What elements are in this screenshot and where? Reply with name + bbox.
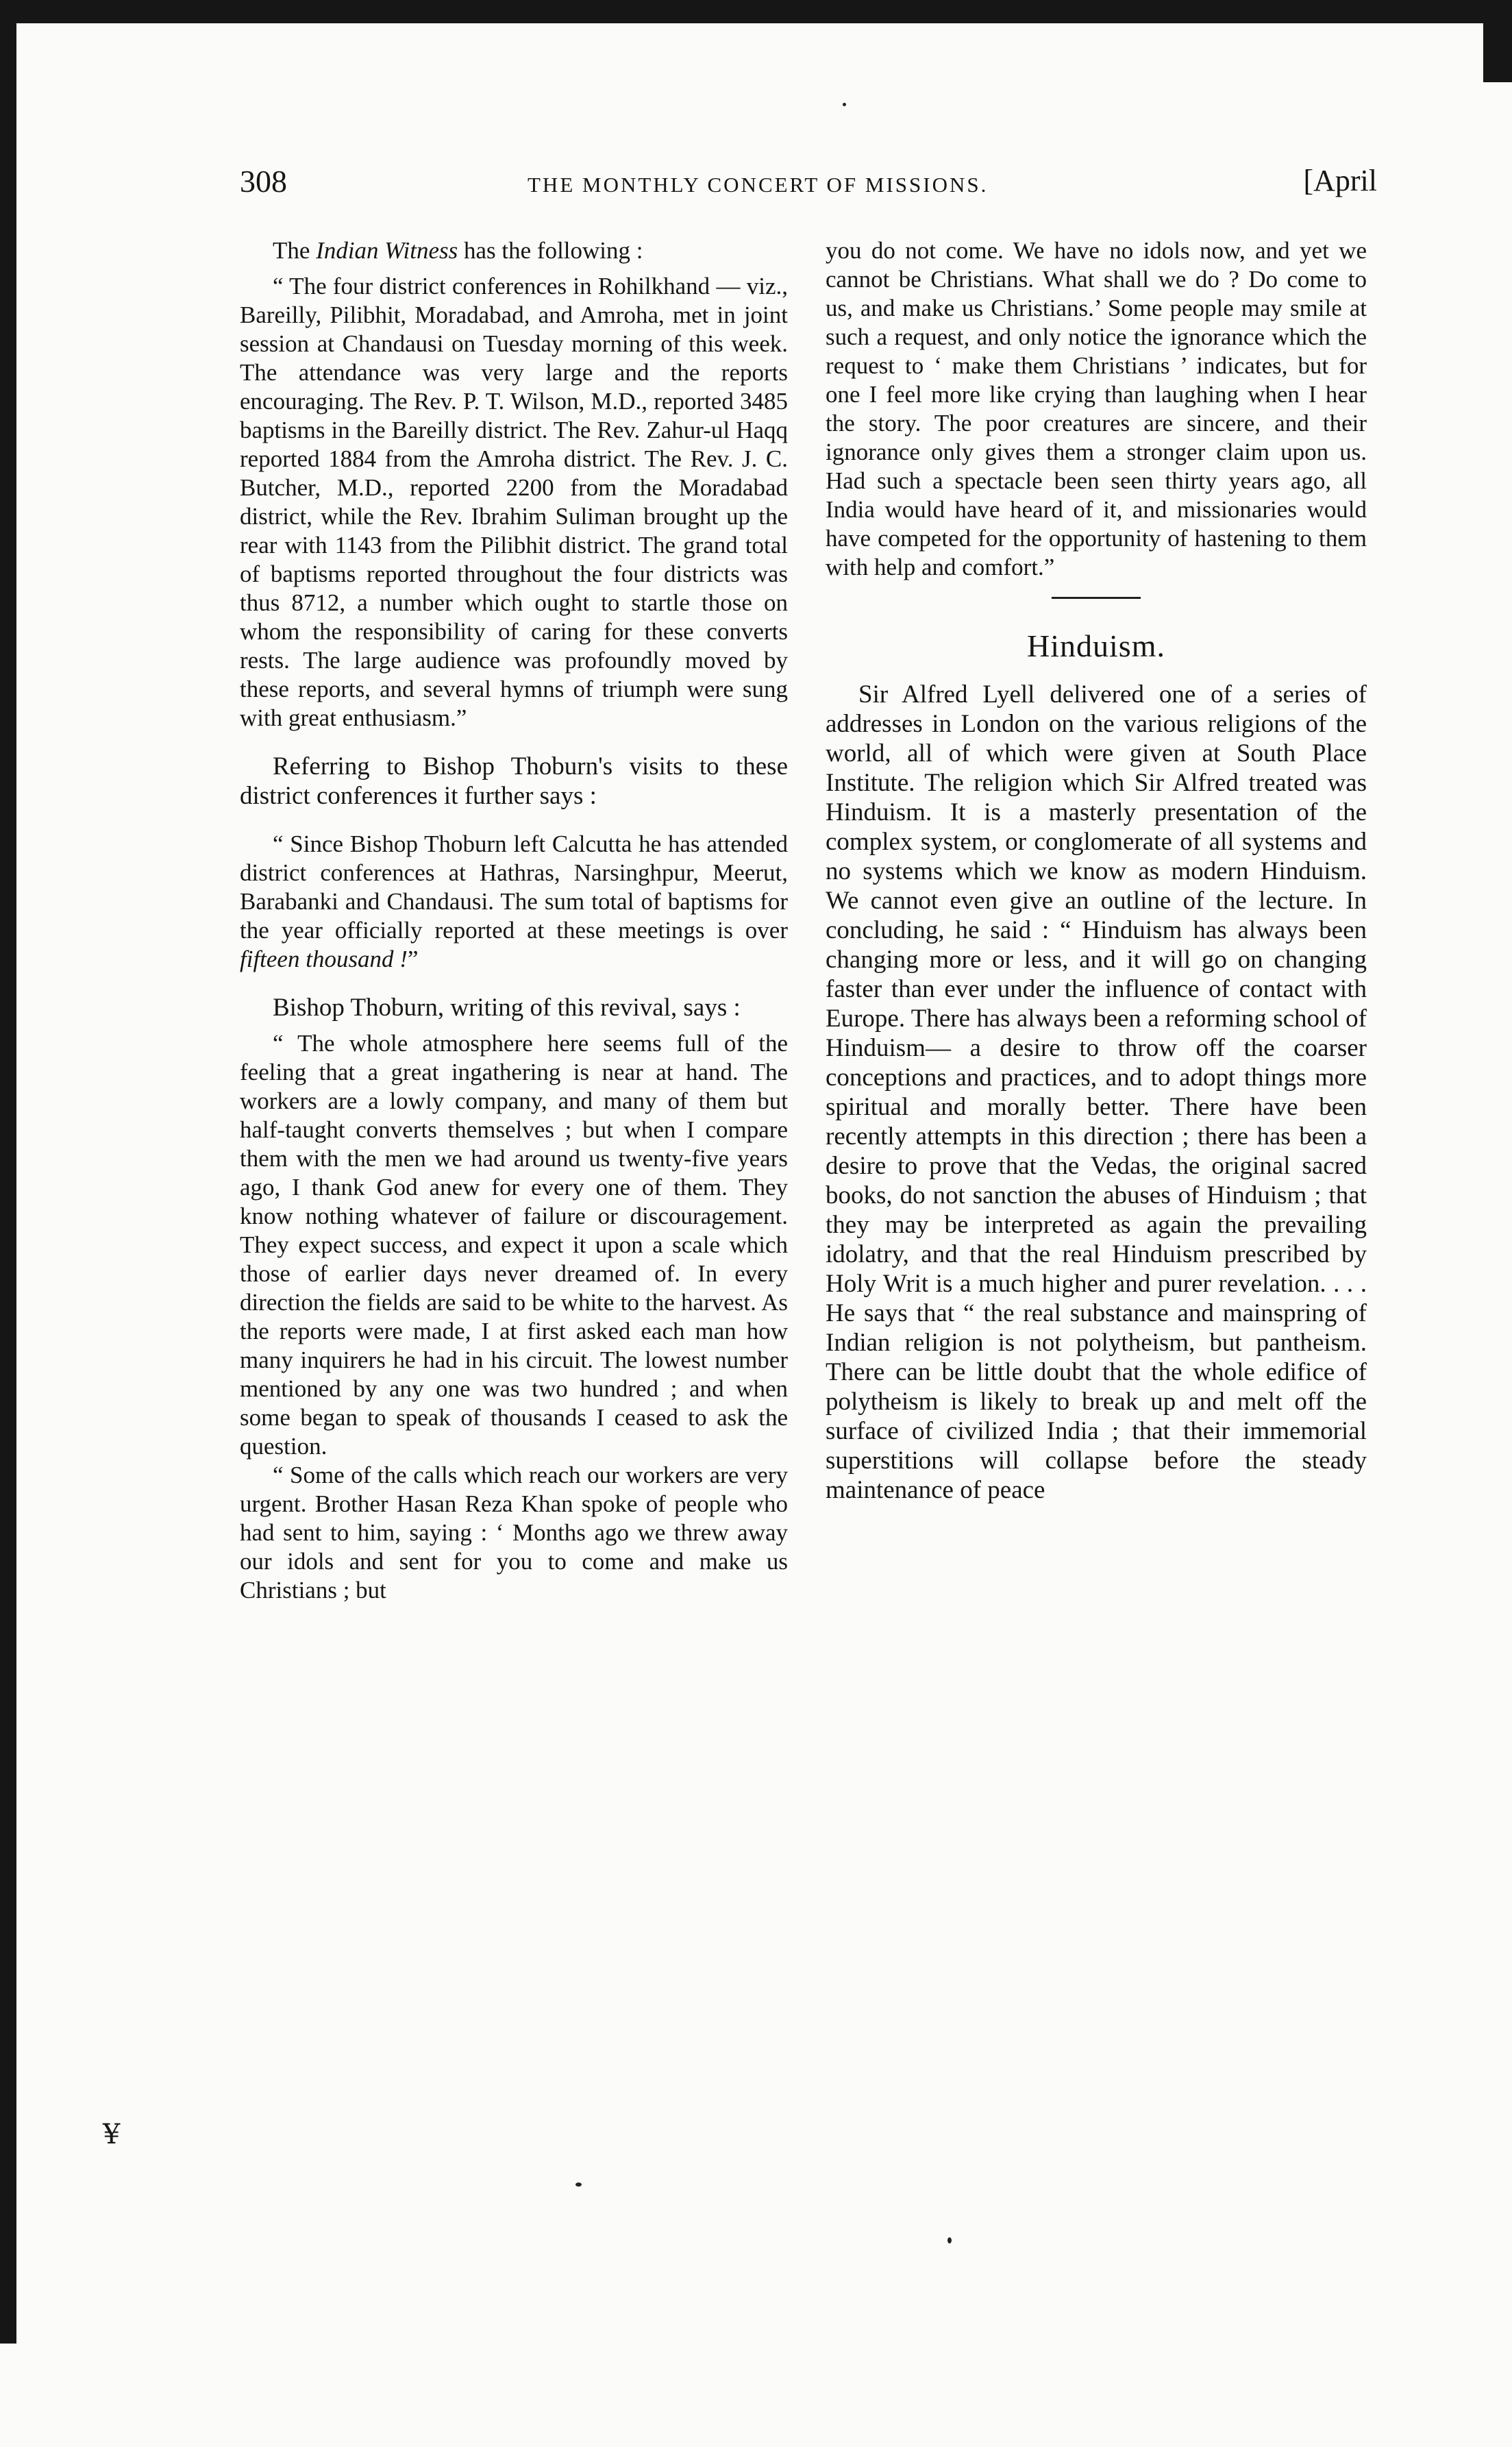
paragraph-thoburn-visits: Referring to Bishop Thoburn's visits to these district conferences it further says :	[240, 752, 788, 810]
scan-top-border	[0, 0, 1512, 23]
intro-paragraph: The Indian Witness has the following :	[273, 237, 643, 264]
section-divider	[1052, 597, 1141, 599]
scan-left-border	[0, 0, 16, 2447]
header-month: [April	[1303, 164, 1377, 197]
page-header	[226, 163, 1377, 211]
section-title: Hinduism.	[1027, 628, 1165, 663]
running-head: THE MONTHLY CONCERT OF MISSIONS.	[528, 173, 989, 197]
quote-calls-start: “ Some of the calls which reach our workers are very urgent. Brother Hasan Reza Khan spoke of people who had sent to him, saying : ‘ Months ago we threw away our idols and sent for you to come and make us Christians ; but	[240, 1462, 788, 1603]
publication-title: Indian Witness	[316, 237, 458, 264]
right-column	[826, 236, 1367, 1505]
scan-corner-mark	[1483, 0, 1512, 82]
page-number: 308	[240, 164, 287, 199]
paragraph-thoburn-writing: Bishop Thoburn, writing of this revival, says :	[273, 994, 741, 1022]
quote-atmosphere: “ The whole atmosphere here seems full of the feeling that a great ingathering is near at hand. The workers are a lowly company, and many of them but half-taught converts themselves ; but when I compare them with the men we had around us twenty-five years ago, I thank God anew for every one of them. They know nothing whatever of failure or discouragement. They expect success, and expect it upon a scale which those of earlier days never dreamed of. In every direction the fields are said to be white to the harvest. As the reports were made, I at first asked each man how many inquirers he had in his circuit. The lowest number mentioned by any one was two hundred ; and when some began to speak of thousands I ceased to ask the question.	[240, 1030, 788, 1460]
quote-thoburn-calcutta: “ Since Bishop Thoburn left Calcutta he has attended district conferences at Hathras, Narsinghpur, Meerut, Barabanki and Chandausi. The sum total of baptisms for the year officially reported at these meetings is over fifteen thousand !”	[240, 831, 788, 972]
ink-speck	[843, 103, 846, 106]
margin-mark: ¥	[103, 2119, 121, 2150]
scan-left-border-gap	[0, 2344, 16, 2447]
ink-speck	[575, 2182, 582, 2187]
quote-calls-continued: you do not come. We have no idols now, and yet we cannot be Christians. What shall we do ? Do come to us, and make us Christians.’ Some people may smile at such a request, and only notice the ignorance which the request to ‘ make them Christians ’ indicates, but for one I feel more like crying than laughing when I hear the story. The poor creatures are sincere, and their ignorance only gives them a stronger claim upon us. Had such a spectacle been seen thirty years ago, all India would have heard of it, and missionaries would have competed for the opportunity of hastening to them with help and comfort.”	[826, 237, 1367, 580]
left-column	[240, 236, 788, 1605]
hinduism-paragraph: Sir Alfred Lyell delivered one of a series of addresses in London on the various religions of the world, all of which were given at South Place Institute. The religion which Sir Alfred treated was Hinduism. It is a masterly presentation of the complex system, or conglomerate of all systems and no systems which we know as modern Hinduism. We cannot even give an outline of the lecture. In concluding, he said : “ Hinduism has always been changing more or less, and it will go on changing faster than ever under the influence of contact with Europe. There has always been a reforming school of Hinduism— a desire to throw off the coarser conceptions and practices, and to adopt things more spiritual and morally better. There have been recently attempts in this direction ; there has been a desire to prove that the Vedas, the original sacred books, do not sanction the abuses of Hinduism ; that they may be interpreted as again the prevailing idolatry, and that the real Hinduism prescribed by Holy Writ is a much higher and purer revelation. . . . He says that “ the real substance and mainspring of Indian religion is not polytheism, but pantheism. There can be little doubt that the whole edifice of polytheism is likely to break up and melt off the surface of civilized India ; that their immemorial superstitions will collapse before the steady maintenance of peace	[826, 680, 1367, 1504]
quote-conferences: “ The four district conferences in Rohilkhand — viz., Bareilly, Pilibhit, Moradabad, and Amroha, met in joint session at Chandausi on Tuesday morning of this week. The attendance was very large and the reports encouraging. The Rev. P. T. Wilson, M.D., reported 3485 baptisms in the Bareilly district. The Rev. Zahur-ul Haqq reported 1884 from the Amroha district. The Rev. J. C. Butcher, M.D., reported 2200 from the Moradabad district, while the Rev. Ibrahim Suliman brought up the rear with 1143 from the Pilibhit district. The grand total of baptisms reported throughout the four districts was thus 8712, a number which ought to startle those on whom the responsibility of caring for these converts rests. The large audience was profoundly moved by these reports, and several hymns of triumph were sung with great enthusiasm.”	[240, 273, 788, 731]
ink-speck	[947, 2237, 952, 2243]
emphasis-fifteen-thousand: fifteen thousand !	[240, 946, 408, 972]
